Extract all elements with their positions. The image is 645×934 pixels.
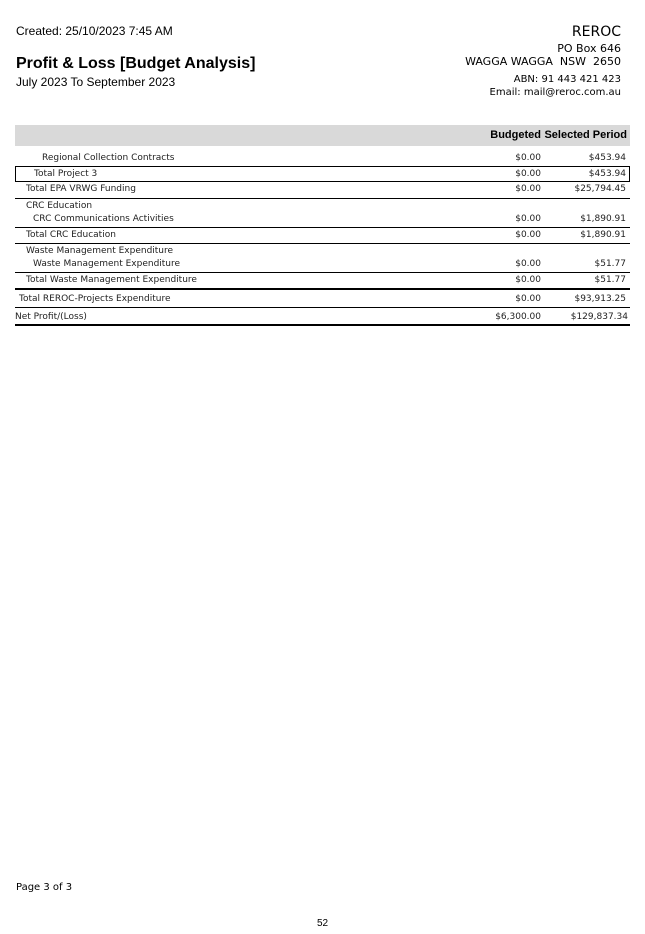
- table-row: [15, 166, 630, 182]
- row-selected: $1,890.91: [580, 214, 626, 224]
- organization-po-box: PO Box 646: [557, 42, 621, 55]
- row-budgeted: $0.00: [515, 294, 541, 304]
- row-label: Waste Management Expenditure: [26, 246, 174, 256]
- table-row: [15, 227, 630, 243]
- row-selected: $129,837.34: [570, 312, 628, 322]
- row-selected: $51.77: [594, 275, 626, 285]
- table-row: [15, 259, 630, 272]
- table-row: [15, 307, 630, 326]
- table-header: [15, 125, 630, 146]
- row-selected: $453.94: [588, 153, 626, 163]
- table-row: [15, 182, 630, 198]
- row-label: Total REROC-Projects Expenditure: [19, 294, 171, 304]
- row-budgeted: $0.00: [515, 230, 541, 240]
- row-budgeted: $0.00: [515, 169, 541, 179]
- profit-loss-table: [15, 125, 630, 326]
- row-budgeted: $0.00: [515, 153, 541, 163]
- row-budgeted: $0.00: [515, 184, 541, 194]
- table-row: [15, 151, 630, 166]
- column-selected-period: Selected Period: [544, 129, 627, 141]
- row-selected: $453.94: [588, 169, 626, 179]
- row-budgeted: $0.00: [515, 214, 541, 224]
- row-label: Regional Collection Contracts: [42, 153, 175, 163]
- row-budgeted: $0.00: [515, 275, 541, 285]
- created-timestamp: Created: 25/10/2023 7:45 AM: [16, 24, 173, 38]
- table-row: [15, 214, 630, 227]
- row-budgeted: $6,300.00: [495, 312, 541, 322]
- table-row: [15, 243, 630, 259]
- organization-name: REROC: [571, 24, 621, 40]
- page-number: 52: [316, 918, 329, 929]
- organization-abn: ABN: 91 443 421 423: [513, 74, 621, 85]
- row-selected: $51.77: [594, 259, 626, 269]
- organization-email: Email: mail@reroc.com.au: [489, 87, 621, 98]
- row-label: Total EPA VRWG Funding: [26, 184, 136, 194]
- table-row: [15, 288, 630, 307]
- report-title: Profit & Loss [Budget Analysis]: [16, 55, 256, 72]
- page-of-label: Page 3 of 3: [16, 882, 73, 893]
- table-row: [15, 198, 630, 214]
- row-label: Waste Management Expenditure: [33, 259, 181, 269]
- row-selected: $93,913.25: [574, 294, 626, 304]
- report-period: July 2023 To September 2023: [16, 75, 176, 89]
- organization-city: WAGGA WAGGA NSW 2650: [465, 55, 621, 68]
- row-label: Total Project 3: [34, 169, 98, 179]
- column-budgeted: Budgeted: [490, 129, 541, 141]
- row-budgeted: $0.00: [515, 259, 541, 269]
- row-label: Total CRC Education: [26, 230, 116, 240]
- row-selected: $25,794.45: [574, 184, 626, 194]
- row-label: Net Profit/(Loss): [15, 312, 87, 322]
- row-label: CRC Communications Activities: [33, 214, 174, 224]
- row-label: CRC Education: [26, 201, 93, 211]
- row-label: Total Waste Management Expenditure: [26, 275, 197, 285]
- row-selected: $1,890.91: [580, 230, 626, 240]
- table-row: [15, 272, 630, 288]
